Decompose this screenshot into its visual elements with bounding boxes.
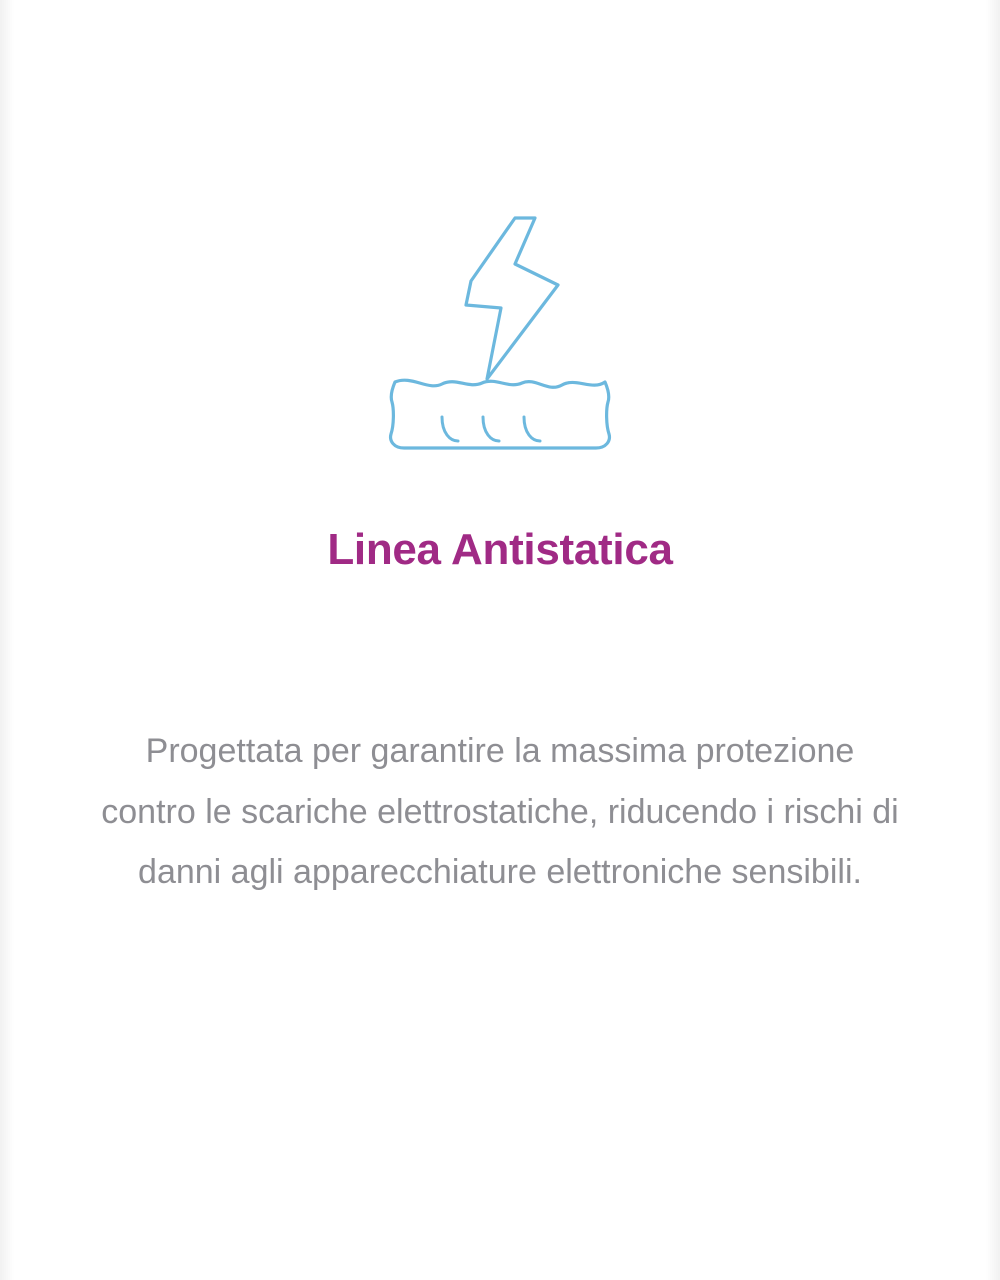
feature-card xyxy=(70,0,930,1280)
page-title: Linea Antistatica xyxy=(327,525,673,574)
antistatic-icon xyxy=(360,196,640,456)
lightning-bolt-over-fabric-icon xyxy=(370,201,630,451)
card-description: Progettata per garantire la massima protezione contro le scariche elettrostatiche, riducendo i rischi di danni agli apparecchiature elettroniche sensibili. xyxy=(101,732,899,892)
